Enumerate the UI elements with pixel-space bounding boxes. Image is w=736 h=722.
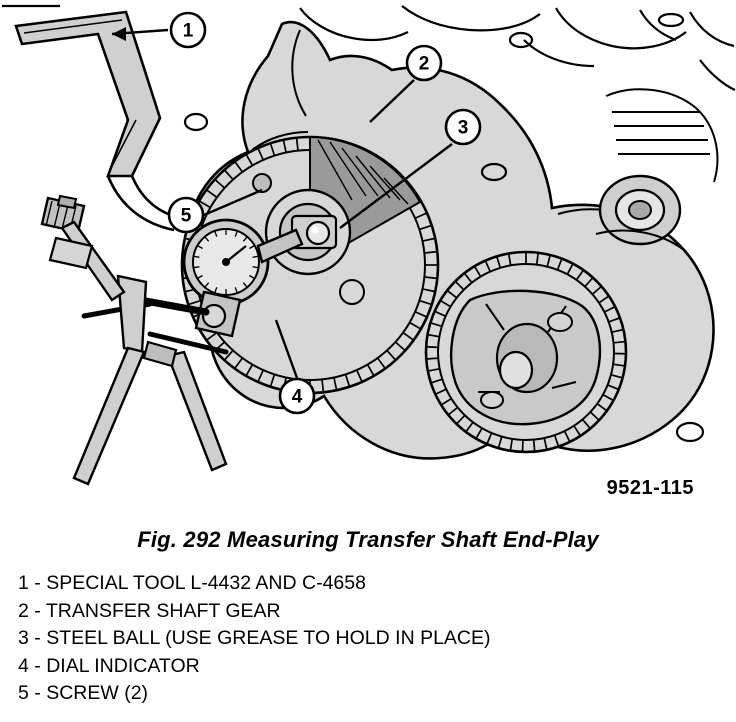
legend-label: DIAL INDICATOR <box>46 654 200 677</box>
legend-label: STEEL BALL (USE GREASE TO HOLD IN PLACE) <box>46 627 491 649</box>
callout-3-label: 3 <box>457 117 469 139</box>
legend-index: 4 <box>18 654 29 677</box>
legend-label: SCREW (2) <box>46 682 149 704</box>
figure-caption: Fig. 292 Measuring Transfer Shaft End-Play <box>137 527 599 552</box>
legend-item <box>18 598 718 626</box>
legend-index: 3 <box>18 627 29 649</box>
legend-index: 2 <box>18 599 29 622</box>
callout-5-label: 5 <box>180 205 192 227</box>
callout-5 <box>169 198 203 232</box>
legend-dash: - <box>34 654 41 677</box>
legend-item <box>18 570 718 598</box>
legend-dash: - <box>34 627 41 649</box>
legend-index: 1 <box>18 572 29 594</box>
special-tool-bar <box>16 12 182 230</box>
screw-knob <box>42 196 124 300</box>
differential-ring-gear <box>426 252 626 452</box>
legend-label: SPECIAL TOOL L-4432 AND C-4658 <box>46 572 366 594</box>
legend-item <box>18 653 718 681</box>
legend-item <box>18 680 718 708</box>
legend-item <box>18 625 718 653</box>
legend-dash: - <box>34 682 41 704</box>
figure-part-number: 9521-115 <box>606 477 694 499</box>
callout-4-label: 4 <box>291 386 303 408</box>
callout-4 <box>280 379 314 413</box>
callout-2 <box>407 46 441 80</box>
legend-label: TRANSFER SHAFT GEAR <box>45 599 281 622</box>
callout-3 <box>446 110 480 144</box>
callout-1 <box>171 13 205 47</box>
legend-dash: - <box>34 572 41 594</box>
legend-dash: - <box>34 599 41 622</box>
callout-2-label: 2 <box>418 53 430 75</box>
callout-1-label: 1 <box>182 20 194 42</box>
legend-index: 5 <box>18 682 29 704</box>
steel-ball <box>307 222 329 244</box>
figure-legend <box>18 570 718 708</box>
